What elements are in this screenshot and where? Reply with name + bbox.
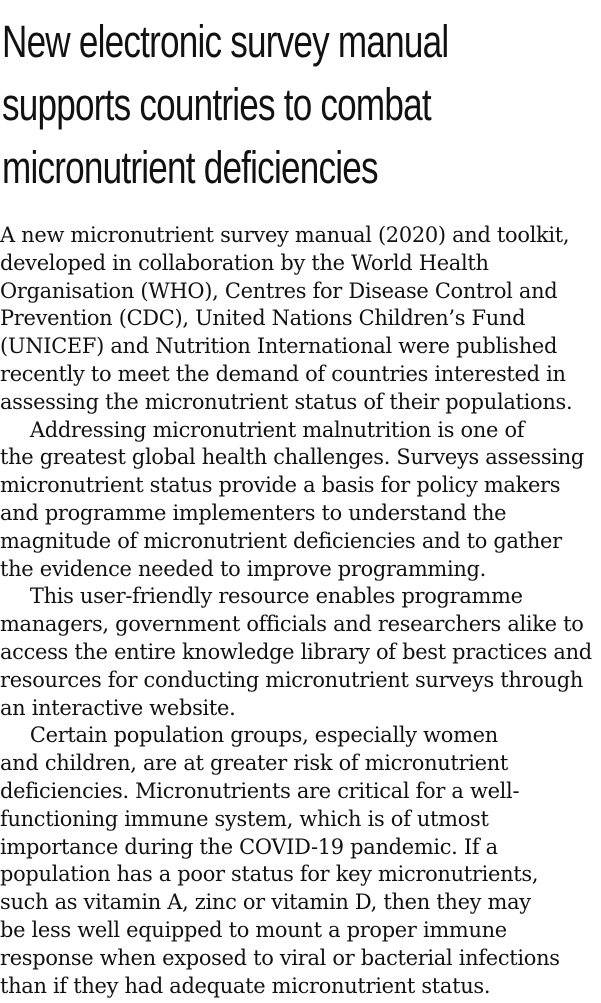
text-line: an interactive website.	[0, 695, 236, 720]
paragraph-1	[0, 222, 601, 417]
paragraph-3	[0, 583, 601, 722]
text-line: resources for conducting micronutrient surveys through	[0, 667, 584, 692]
text-line: population has a poor status for key micronutrients,	[0, 862, 539, 887]
text-line: than if they had adequate micronutrient status.	[0, 973, 491, 998]
text-line: the evidence needed to improve programming.	[0, 556, 486, 581]
text-line: and programme implementers to understand the	[0, 500, 507, 525]
article-body	[0, 222, 601, 1000]
text-line: assessing the micronutrient status of their populations.	[0, 389, 573, 414]
text-line: developed in collaboration by the World Health	[0, 250, 489, 275]
headline-line: New electronic survey manual	[2, 16, 449, 67]
text-line: such as vitamin A, zinc or vitamin D, then they may	[0, 890, 531, 915]
text-line: access the entire knowledge library of best practices and	[0, 639, 592, 664]
paragraph-4	[0, 722, 601, 1000]
text-line: the greatest global health challenges. Surveys assessing	[0, 445, 585, 470]
headline-line: supports countries to combat	[2, 79, 431, 130]
text-line: be less well equipped to mount a proper immune	[0, 917, 507, 942]
text-line: and children, are at greater risk of micronutrient	[0, 751, 509, 776]
paragraph-2	[0, 417, 601, 584]
text-line: functioning immune system, which is of utmost	[0, 806, 489, 831]
text-line: Certain population groups, especially women	[29, 723, 498, 748]
text-line: importance during the COVID-19 pandemic. If a	[0, 834, 498, 859]
text-line: This user-friendly resource enables programme	[29, 584, 523, 609]
text-line: micronutrient status provide a basis for policy makers	[0, 473, 561, 498]
text-line: magnitude of micronutrient deficiencies and to gather	[0, 528, 562, 553]
text-line: (UNICEF) and Nutrition International were published	[0, 334, 558, 359]
text-line: response when exposed to viral or bacterial infections	[0, 945, 560, 970]
headline	[2, 10, 469, 199]
text-line: recently to meet the demand of countries interested in	[0, 361, 566, 386]
text-line: Organisation (WHO), Centres for Disease Control and	[0, 278, 558, 303]
text-line: managers, government officials and researchers alike to	[0, 612, 584, 637]
headline-line: micronutrient deficiencies	[2, 142, 378, 193]
text-line: A new micronutrient survey manual (2020) and toolkit,	[0, 223, 570, 247]
text-line: Prevention (CDC), United Nations Children’s Fund	[0, 306, 526, 331]
text-line: Addressing micronutrient malnutrition is one of	[29, 417, 525, 442]
text-line: deficiencies. Micronutrients are critical for a well-	[0, 778, 520, 803]
